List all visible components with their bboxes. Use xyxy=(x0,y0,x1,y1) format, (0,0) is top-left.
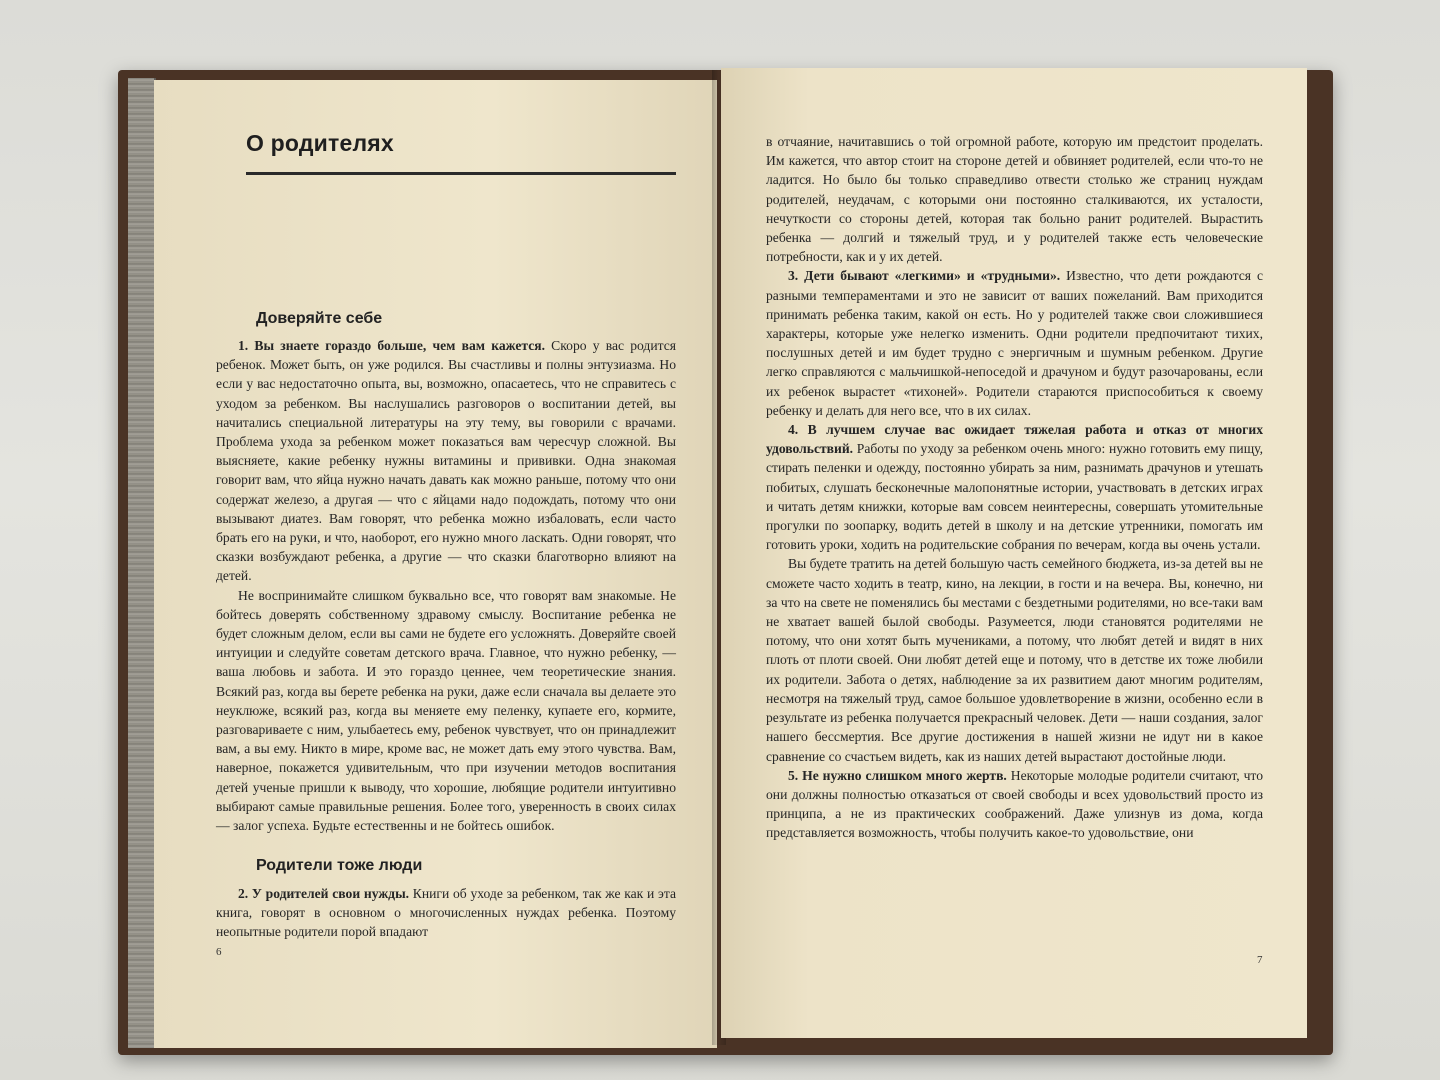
paragraph-easy-difficult xyxy=(766,266,1263,420)
paragraph-sacrifices xyxy=(766,766,1263,843)
paragraph-sacrifices-text: Некоторые молодые родители считают, что они должны полностью отказаться от своей свободы и всех удовольствий просто из принципа, а не из практических соображений. Даже улизнув из дома, когда представляется возможность, чтобы получить какое-то удовольствие, они xyxy=(766,767,1263,841)
paragraph-easy-difficult-lead: 3. Дети бывают «легкими» и «трудными». xyxy=(788,268,1061,284)
paragraph-3-lead: 2. У родителей свои нужды. xyxy=(238,886,410,901)
paragraph-hard-work-lead: 4. В лучшем случае вас ожидает тяжелая работа и отказ от многих удовольствий. xyxy=(766,422,1263,457)
left-body-part1 xyxy=(216,336,676,835)
paragraph-hard-work xyxy=(766,420,1263,554)
section-heading-trust-yourself: Доверяйте себе xyxy=(256,310,383,327)
left-page xyxy=(154,80,717,1048)
paragraph-easy-difficult-text: Известно, что дети рождаются с разными темпераментами и это не зависит от ваших пожеланий. Вам приходится принимать ребенка таким, какой он есть. Но у родителей также свои сложившиеся характеры, которые уже нелегко изменить. Одни родители предпочитают тихих, послушных детей и им будет трудно с энергичным и шумным ребенком. Другие легко справляются с мальчишкой-непоседой и драчуном и будут разочарованы, если их ребенок вырастет «тихоней». Родители стараются приспособиться к своему ребенку и делать для него все, что в их силах. xyxy=(766,268,1263,418)
left-body-part2 xyxy=(216,884,676,942)
cloth-spine-strip xyxy=(128,78,156,1048)
section-heading-parents-are-people: Родители тоже люди xyxy=(256,857,423,874)
paragraph-1-lead: 1. Вы знаете гораздо больше, чем вам кажется. xyxy=(238,338,545,353)
paragraph-1 xyxy=(216,336,676,586)
paragraph-3-text: Книги об уходе за ребенком, так же как и эта книга, говорят в основном о многочисленных нуждах ребенка. Поэтому неопытные родители порой впадают xyxy=(216,886,676,940)
paragraph-hard-work-text: Работы по уходу за ребенком очень много: нужно готовить ему пищу, стирать пеленки и одежду, постоянно убирать за ним, разнимать драчунов и утешать побитых, слушать бесконечные малопонятные истории, участвовать в детских играх и читать детям книжки, которые вам совсем неинтересны, совершать утомительные прогулки по зоопарку, водить детей в школу и на детские утренники, помогать им готовить уроки, ходить на родительские собрания по вечерам, когда вы очень устали. xyxy=(766,441,1263,553)
chapter-title-rule xyxy=(246,172,676,175)
page-number-right: 7 xyxy=(1257,954,1263,966)
chapter-title: О родителях xyxy=(246,130,394,156)
right-body xyxy=(766,132,1263,843)
paragraph-sacrifices-lead: 5. Не нужно слишком много жертв. xyxy=(788,767,1007,783)
paragraph-1-text: Скоро у вас родится ребенок. Может быть, он уже родился. Вы счастливы и полны энтузиазма. Но если у вас недостаточно опыта, вы, возможно, опасаетесь, что не справитесь с уходом за ребенком. Вы наслушались разговоров о воспитании детей, вы начитались специальной литературы на эту тему, вы говорили с врачами. Проблема ухода за ребенком может показаться вам чересчур сложной. Вы выясняете, какие ребенку нужны витамины и прививки. Одна знакомая говорит вам, что яйца нужно начать давать как можно раньше, потому что они содержат железо, а другая — что с яйцами надо подождать, потому что они вызывают диатез. Вам говорят, что ребенка можно избаловать, если часто брать его на руки, и что, наоборот, его нужно много ласкать. Одни говорят, что сказки возбуждают ребенка, а другие — что сказки благотворно влияют на детей. xyxy=(216,338,676,584)
paragraph-continued: в отчаяние, начитавшись о той огромной работе, которую им предстоит проделать. Им кажется, что автор стоит на стороне детей и обвиняет родителей, если что-то не ладится. Но было бы только справедливо отвести столько же страниц нуждам родителей, неудачам, с которыми они постоянно сталкиваются, их усталости, нечуткости со стороны детей, которая так больно ранит родителей. Вырастить ребенка — долгий и тяжелый труд, и у родителей также есть человеческие потребности, как и у их детей. xyxy=(766,134,1263,265)
page-number-left: 6 xyxy=(216,946,222,958)
paragraph-2: Не воспринимайте слишком буквально все, что говорят вам знакомые. Не бойтесь доверять собственному здравому смыслу. Воспитание ребенка не будет сложным делом, если вы сами не будете его усложнять. Доверяйте своей интуиции и следуйте советам детского врача. Главное, что нужно ребенку, — ваша любовь и забота. И это гораздо ценнее, чем теоретические знания. Всякий раз, когда вы берете ребенка на руки, даже если сначала вы делаете это неуклюже, всякий раз, когда вы меняете ему пеленку, купаете его, кормите, разговариваете с ним, улыбаетесь ему, ребенок чувствует, что он принадлежит вам, а вы ему. Никто в мире, кроме вас, не может дать ему этого чувства. Вам, наверное, покажется удивительным, что при изучении методов воспитания детей ученые пришли к выводу, что хорошие, любящие родители интуитивно выбирают самые правильные решения. Более того, уверенность в своих силах — залог успеха. Будьте естественны и не бойтесь ошибок. xyxy=(216,587,676,834)
paragraph-budget: Вы будете тратить на детей большую часть семейного бюджета, из-за детей вы не сможете часто ходить в театр, кино, на лекции, в гости и на вечера. Вы, конечно, ни за что на свете не поменялись бы местами с бездетными родителями, но все-таки вам не хватает вашей былой свободы. Разумеется, люди становятся родителями не потому, что они хотят быть мучениками, а потому, что любят детей и видят в них плоть от плоти своей. Они любят детей еще и потому, что в детстве их тоже любили их родители. Забота о детях, наблюдение за их развитием дают многим родителям, несмотря на тяжелый труд, самое большое удовлетворение в жизни, особенно если в результате из ребенка получается прекрасный человек. Дети — наши создания, залог нашего бессмертия. Все другие достижения в нашей жизни не идут ни в какое сравнение со счастьем видеть, как из наших детей вырастают достойные люди. xyxy=(766,556,1263,764)
paragraph-3 xyxy=(216,884,676,942)
right-page xyxy=(721,68,1307,1038)
